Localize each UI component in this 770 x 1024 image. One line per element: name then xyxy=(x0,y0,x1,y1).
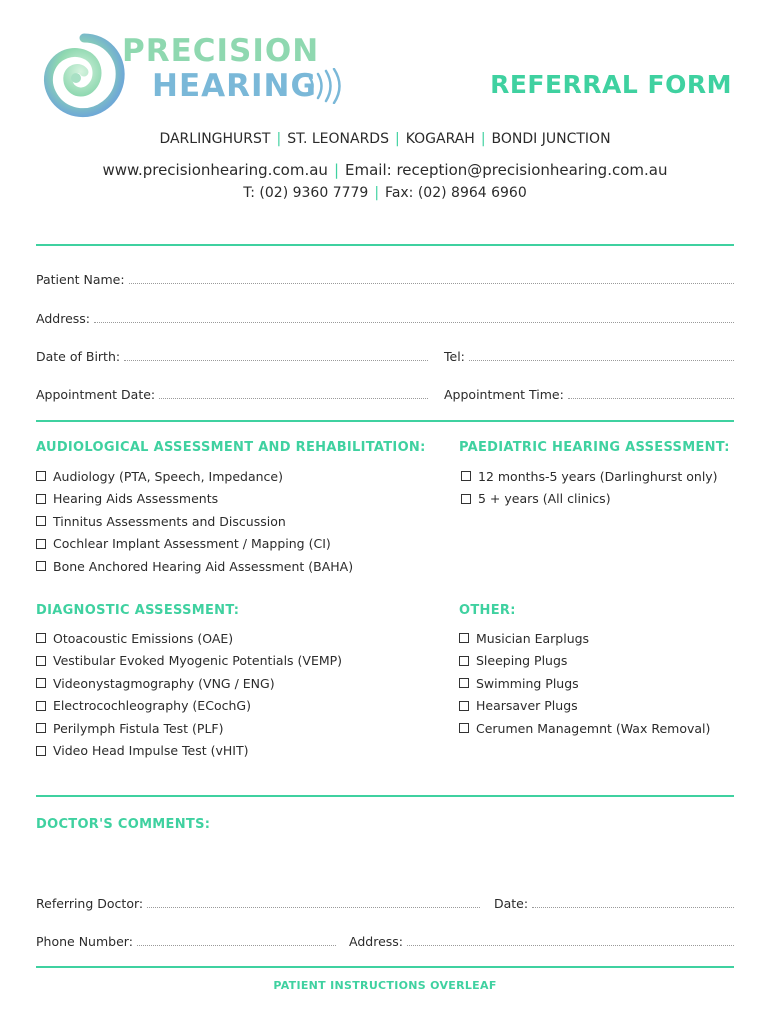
checkbox-item-audiology[interactable] xyxy=(36,465,353,488)
dob-input-line[interactable] xyxy=(124,360,428,361)
checkbox-item-5-plus-years[interactable] xyxy=(461,488,718,511)
referring-doctor-input-line[interactable] xyxy=(147,907,480,908)
paediatric-list xyxy=(461,465,718,510)
locations-line xyxy=(0,131,770,147)
website-link[interactable]: www.precisionhearing.com.au xyxy=(102,161,328,179)
fax-number: Fax: (02) 8964 6960 xyxy=(385,185,527,201)
audiological-heading: AUDIOLOGICAL ASSESSMENT AND REHABILITATION: xyxy=(36,440,426,455)
empty-checkbox-icon[interactable] xyxy=(459,701,469,711)
phone-number: T: (02) 9360 7779 xyxy=(243,185,369,201)
checkbox-label: Perilymph Fistula Test (PLF) xyxy=(53,720,224,736)
appointment-date-label: Appointment Date: xyxy=(36,387,156,402)
empty-checkbox-icon[interactable] xyxy=(461,494,471,504)
checkbox-label: Sleeping Plugs xyxy=(476,653,568,669)
doctor-phone-label: Phone Number: xyxy=(36,934,133,949)
address-input-line[interactable] xyxy=(94,322,734,323)
patient-name-label: Patient Name: xyxy=(36,272,125,287)
other-list xyxy=(459,627,710,740)
checkbox-label: Cochlear Implant Assessment / Mapping (CI) xyxy=(53,536,331,552)
checkbox-item-oae[interactable] xyxy=(36,627,342,650)
empty-checkbox-icon[interactable] xyxy=(461,471,471,481)
doctor-address-label: Address: xyxy=(349,934,403,949)
separator: | xyxy=(394,131,400,147)
checkbox-label: 12 months-5 years (Darlinghurst only) xyxy=(478,468,718,484)
separator: | xyxy=(276,131,282,147)
doctor-date-label: Date: xyxy=(494,896,529,911)
checkbox-label: Swimming Plugs xyxy=(476,675,579,691)
location-bondi-junction: BONDI JUNCTION xyxy=(491,131,611,147)
referring-doctor-label: Referring Doctor: xyxy=(36,896,144,911)
divider xyxy=(36,420,734,422)
doctor-phone-input-line[interactable] xyxy=(137,945,336,946)
checkbox-item-baha[interactable] xyxy=(36,555,353,578)
appointment-date-input-line[interactable] xyxy=(159,398,428,399)
footer-note: PATIENT INSTRUCTIONS OVERLEAF xyxy=(273,979,497,992)
empty-checkbox-icon[interactable] xyxy=(459,678,469,688)
other-heading: OTHER: xyxy=(459,603,516,618)
empty-checkbox-icon[interactable] xyxy=(36,516,46,526)
doctor-address-input-line[interactable] xyxy=(407,945,734,946)
checkbox-item-vemp[interactable] xyxy=(36,650,342,673)
empty-checkbox-icon[interactable] xyxy=(36,723,46,733)
empty-checkbox-icon[interactable] xyxy=(459,723,469,733)
checkbox-label: Videonystagmography (VNG / ENG) xyxy=(53,675,275,691)
checkbox-label: Hearsaver Plugs xyxy=(476,698,578,714)
checkbox-item-musician-earplugs[interactable] xyxy=(459,627,710,650)
location-st-leonards: ST. LEONARDS xyxy=(287,131,389,147)
empty-checkbox-icon[interactable] xyxy=(36,561,46,571)
empty-checkbox-icon[interactable] xyxy=(36,678,46,688)
doctors-comments-heading: DOCTOR'S COMMENTS: xyxy=(36,817,211,832)
checkbox-item-vhit[interactable] xyxy=(36,740,342,763)
appointment-date-field[interactable] xyxy=(36,387,428,402)
checkbox-item-swimming-plugs[interactable] xyxy=(459,672,710,695)
empty-checkbox-icon[interactable] xyxy=(36,746,46,756)
paediatric-heading: PAEDIATRIC HEARING ASSESSMENT: xyxy=(459,440,730,455)
checkbox-item-hearsaver-plugs[interactable] xyxy=(459,695,710,718)
divider xyxy=(36,795,734,797)
checkbox-label: Tinnitus Assessments and Discussion xyxy=(53,513,286,529)
separator: | xyxy=(480,131,486,147)
patient-name-input-line[interactable] xyxy=(129,283,734,284)
divider xyxy=(36,966,734,968)
checkbox-label: Audiology (PTA, Speech, Impedance) xyxy=(53,468,283,484)
diagnostic-heading: DIAGNOSTIC ASSESSMENT: xyxy=(36,603,240,618)
checkbox-label: Hearing Aids Assessments xyxy=(53,491,219,507)
doctor-date-input-line[interactable] xyxy=(532,907,734,908)
checkbox-item-tinnitus[interactable] xyxy=(36,510,353,533)
separator: | xyxy=(333,161,340,179)
checkbox-item-hearing-aids[interactable] xyxy=(36,488,353,511)
empty-checkbox-icon[interactable] xyxy=(459,633,469,643)
doctor-phone-field[interactable] xyxy=(36,934,336,949)
tel-field[interactable] xyxy=(444,349,734,364)
checkbox-label: Musician Earplugs xyxy=(476,630,590,646)
logo-text-hearing: HEARING xyxy=(152,68,317,104)
audiological-list xyxy=(36,465,353,578)
checkbox-item-vng[interactable] xyxy=(36,672,342,695)
diagnostic-list xyxy=(36,627,342,762)
referring-doctor-field[interactable] xyxy=(36,896,480,911)
divider xyxy=(36,244,734,246)
spiral-shell-icon xyxy=(36,30,128,122)
location-darlinghurst: DARLINGHURST xyxy=(159,131,271,147)
email-link[interactable]: Email: reception@precisionhearing.com.au xyxy=(345,161,668,179)
checkbox-label: Video Head Impulse Test (vHIT) xyxy=(53,743,249,759)
doctor-date-field[interactable] xyxy=(494,896,734,911)
logo-text-precision: PRECISION xyxy=(122,33,320,69)
contact-phone-fax xyxy=(0,185,770,201)
empty-checkbox-icon[interactable] xyxy=(36,471,46,481)
appointment-time-field[interactable] xyxy=(444,387,734,402)
contact-web-email xyxy=(0,161,770,179)
address-field[interactable] xyxy=(36,311,734,326)
separator: | xyxy=(374,185,380,201)
dob-label: Date of Birth: xyxy=(36,349,121,364)
empty-checkbox-icon[interactable] xyxy=(36,701,46,711)
checkbox-label: Vestibular Evoked Myogenic Potentials (VEMP) xyxy=(53,653,343,669)
checkbox-item-ecochg[interactable] xyxy=(36,695,342,718)
appointment-time-input-line[interactable] xyxy=(568,398,734,399)
empty-checkbox-icon[interactable] xyxy=(36,633,46,643)
address-label: Address: xyxy=(36,311,90,326)
empty-checkbox-icon[interactable] xyxy=(36,656,46,666)
checkbox-label: Cerumen Managemnt (Wax Removal) xyxy=(476,720,711,736)
tel-input-line[interactable] xyxy=(469,360,734,361)
checkbox-label: Otoacoustic Emissions (OAE) xyxy=(53,630,234,646)
checkbox-item-12-months-5-years[interactable] xyxy=(461,465,718,488)
form-title: REFERRAL FORM xyxy=(490,70,732,99)
checkbox-item-plf[interactable] xyxy=(36,717,342,740)
empty-checkbox-icon[interactable] xyxy=(36,539,46,549)
dob-field[interactable] xyxy=(36,349,428,364)
location-kogarah: KOGARAH xyxy=(405,131,475,147)
sound-waves-icon xyxy=(306,68,350,104)
doctor-address-field[interactable] xyxy=(349,934,734,949)
checkbox-item-sleeping-plugs[interactable] xyxy=(459,650,710,673)
checkbox-label: 5 + years (All clinics) xyxy=(478,491,611,507)
checkbox-label: Electrocochleography (ECochG) xyxy=(53,698,251,714)
patient-name-field[interactable] xyxy=(36,272,734,287)
appointment-time-label: Appointment Time: xyxy=(444,387,564,402)
empty-checkbox-icon[interactable] xyxy=(36,494,46,504)
empty-checkbox-icon[interactable] xyxy=(459,656,469,666)
checkbox-label: Bone Anchored Hearing Aid Assessment (BAHA) xyxy=(53,558,354,574)
checkbox-item-cerumen-management[interactable] xyxy=(459,717,710,740)
tel-label: Tel: xyxy=(444,349,465,364)
checkbox-item-cochlear-implant[interactable] xyxy=(36,533,353,556)
